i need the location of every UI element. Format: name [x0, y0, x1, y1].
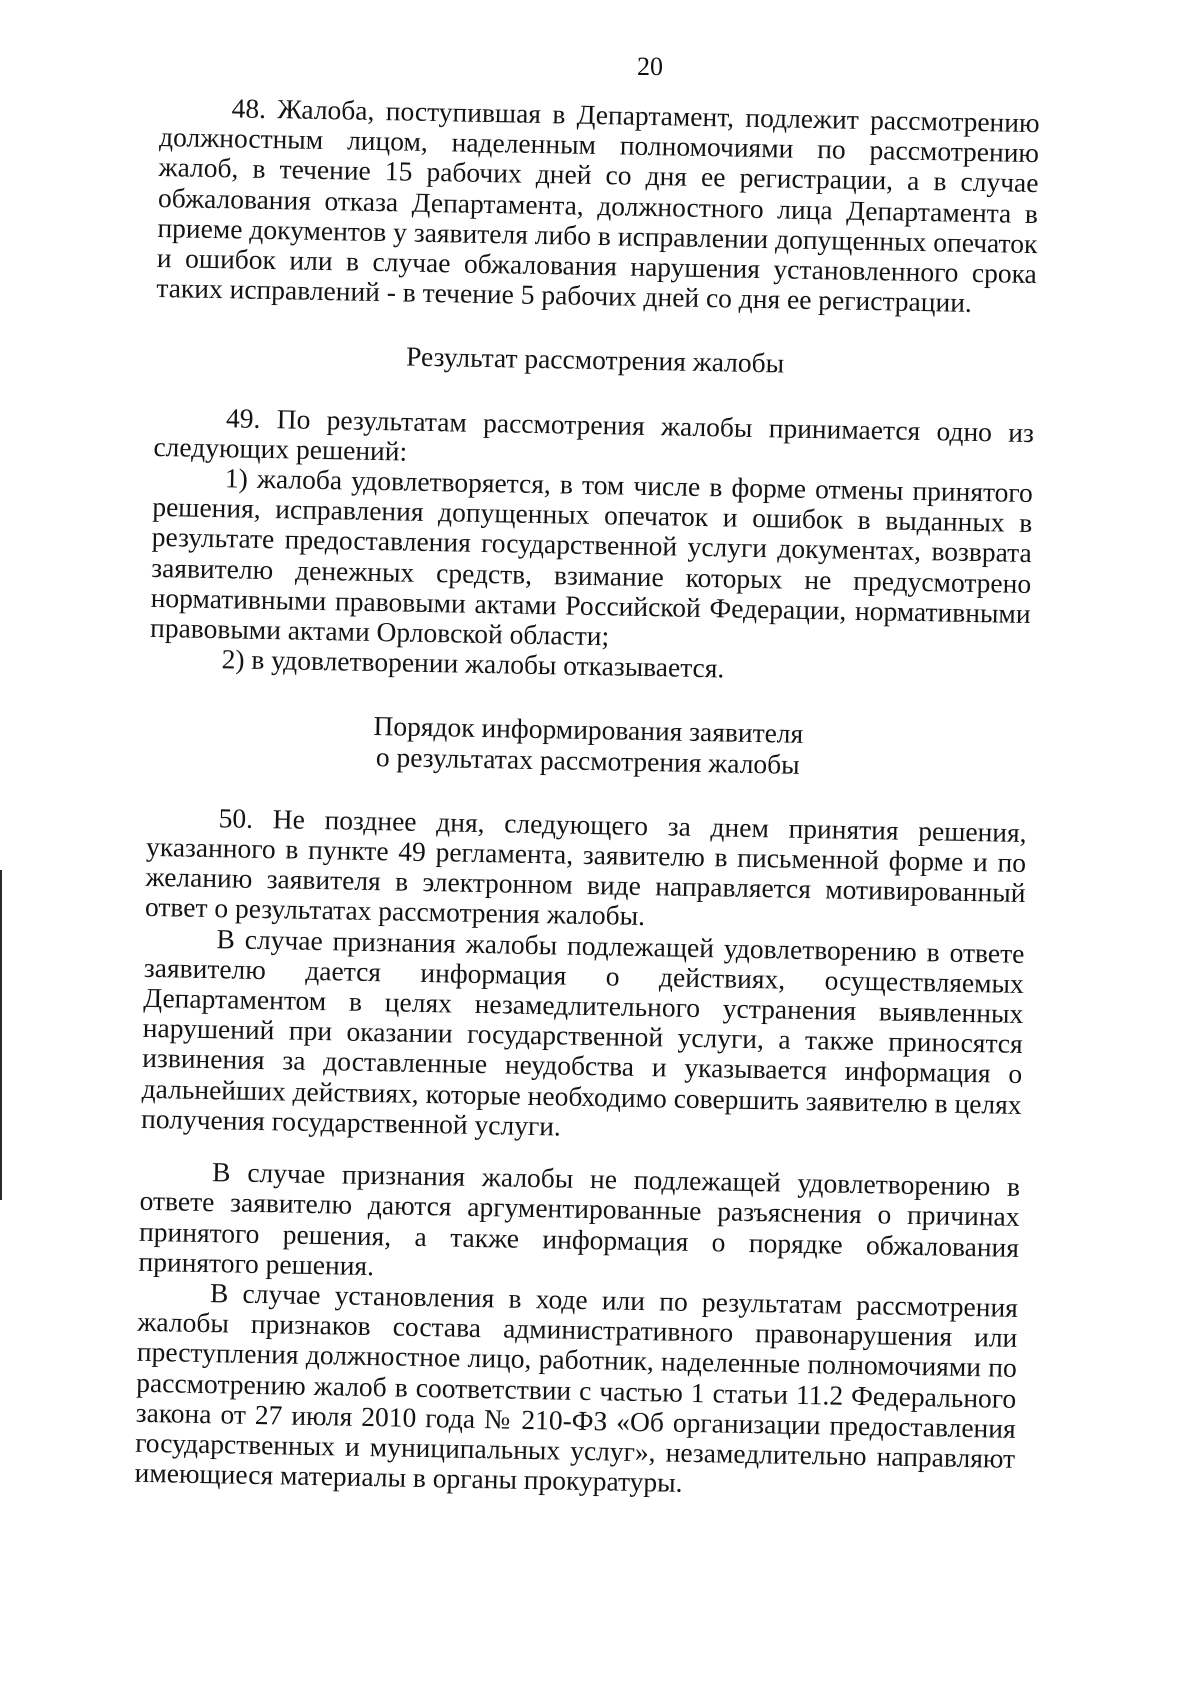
- heading-complaint-result: Результат рассмотрения жалобы: [405, 340, 785, 379]
- paragraph-49-intro: 49. По результатам рассмотрения жалобы принимается одно из следующих решений:: [153, 401, 1035, 467]
- heading-informing-order-line-1: Порядок информирования заявителя: [373, 710, 804, 750]
- paragraph-complaint-not-satisfied: В случае признания жалобы не подлежащей удовлетворению в ответе заявителю даются аргументированные разъяснения о причинах принятого решения, а также информация о порядке обжалования принятого решения.: [138, 1156, 1021, 1281]
- paragraph-complaint-satisfied: В случае признания жалобы подлежащей удовлетворению в ответе заявителю дается информация о действиях, осуществляемых Департаментом в целях незамедлительного устранения выявленных нарушений при оказании государственной услуги, а также приносятся извинения за доставленные неудобства и указывается информация о дальнейших действиях, которые необходимо совершить заявителю в целях получения государственной услуги.: [140, 922, 1025, 1142]
- scan-edge-mark: [0, 870, 2, 1200]
- page-number: 20: [637, 52, 663, 81]
- paragraph-49-item-1: 1) жалоба удовлетворяется, в том числе в форме отмены принятого решения, исправления допущенных опечаток и ошибок в выданных в результате предоставления государственной услуги документах, возврата заявителю денежных средств, взимание которых не предусмотрено нормативными правовыми актами Российской Федерации, нормативными правовыми актами Орловской области;: [149, 462, 1034, 652]
- paragraph-48: 48. Жалоба, поступившая в Департамент, подлежит рассмотрению должностным лицом, наделенным полномочиями по рассмотрению жалоб, в течение 15 рабочих дней со дня ее регистрации, а в случае обжалования отказа Департамента, должностного лица Департамента в приеме документов у заявителя либо в исправлении допущенных опечаток и ошибок или в случае обжалования нарушения установленного срока таких исправлений - в течение 5 рабочих дней со дня ее регистрации.: [156, 92, 1040, 319]
- heading-informing-order-line-2: о результатах рассмотрения жалобы: [375, 740, 800, 780]
- paragraph-50: 50. Не позднее дня, следующего за днем принятия решения, указанного в пункте 49 регламента, заявителю в письменной форме и по желанию заявителя в электронном виде направляется мотивированный ответ о результатах рассмотрения жалобы.: [144, 802, 1027, 932]
- document-body: [134, 92, 1039, 1504]
- paragraph-offense-detected: В случае установления в ходе или по результатам рассмотрения жалобы признаков состава административного правонарушения или преступления должностное лицо, работник, наделенные полномочиями по рассмотрению жалоб в соответствии с частью 1 статьи 11.2 Федерального закона от 27 июля 2010 года № 210-ФЗ «Об организации предоставления государственных и муниципальных услуг», незамедлительно направляют имеющиеся материалы в органы прокуратуры.: [134, 1277, 1019, 1498]
- paragraph-49-item-2: 2) в удовлетворении жалобы отказывается.: [221, 643, 725, 684]
